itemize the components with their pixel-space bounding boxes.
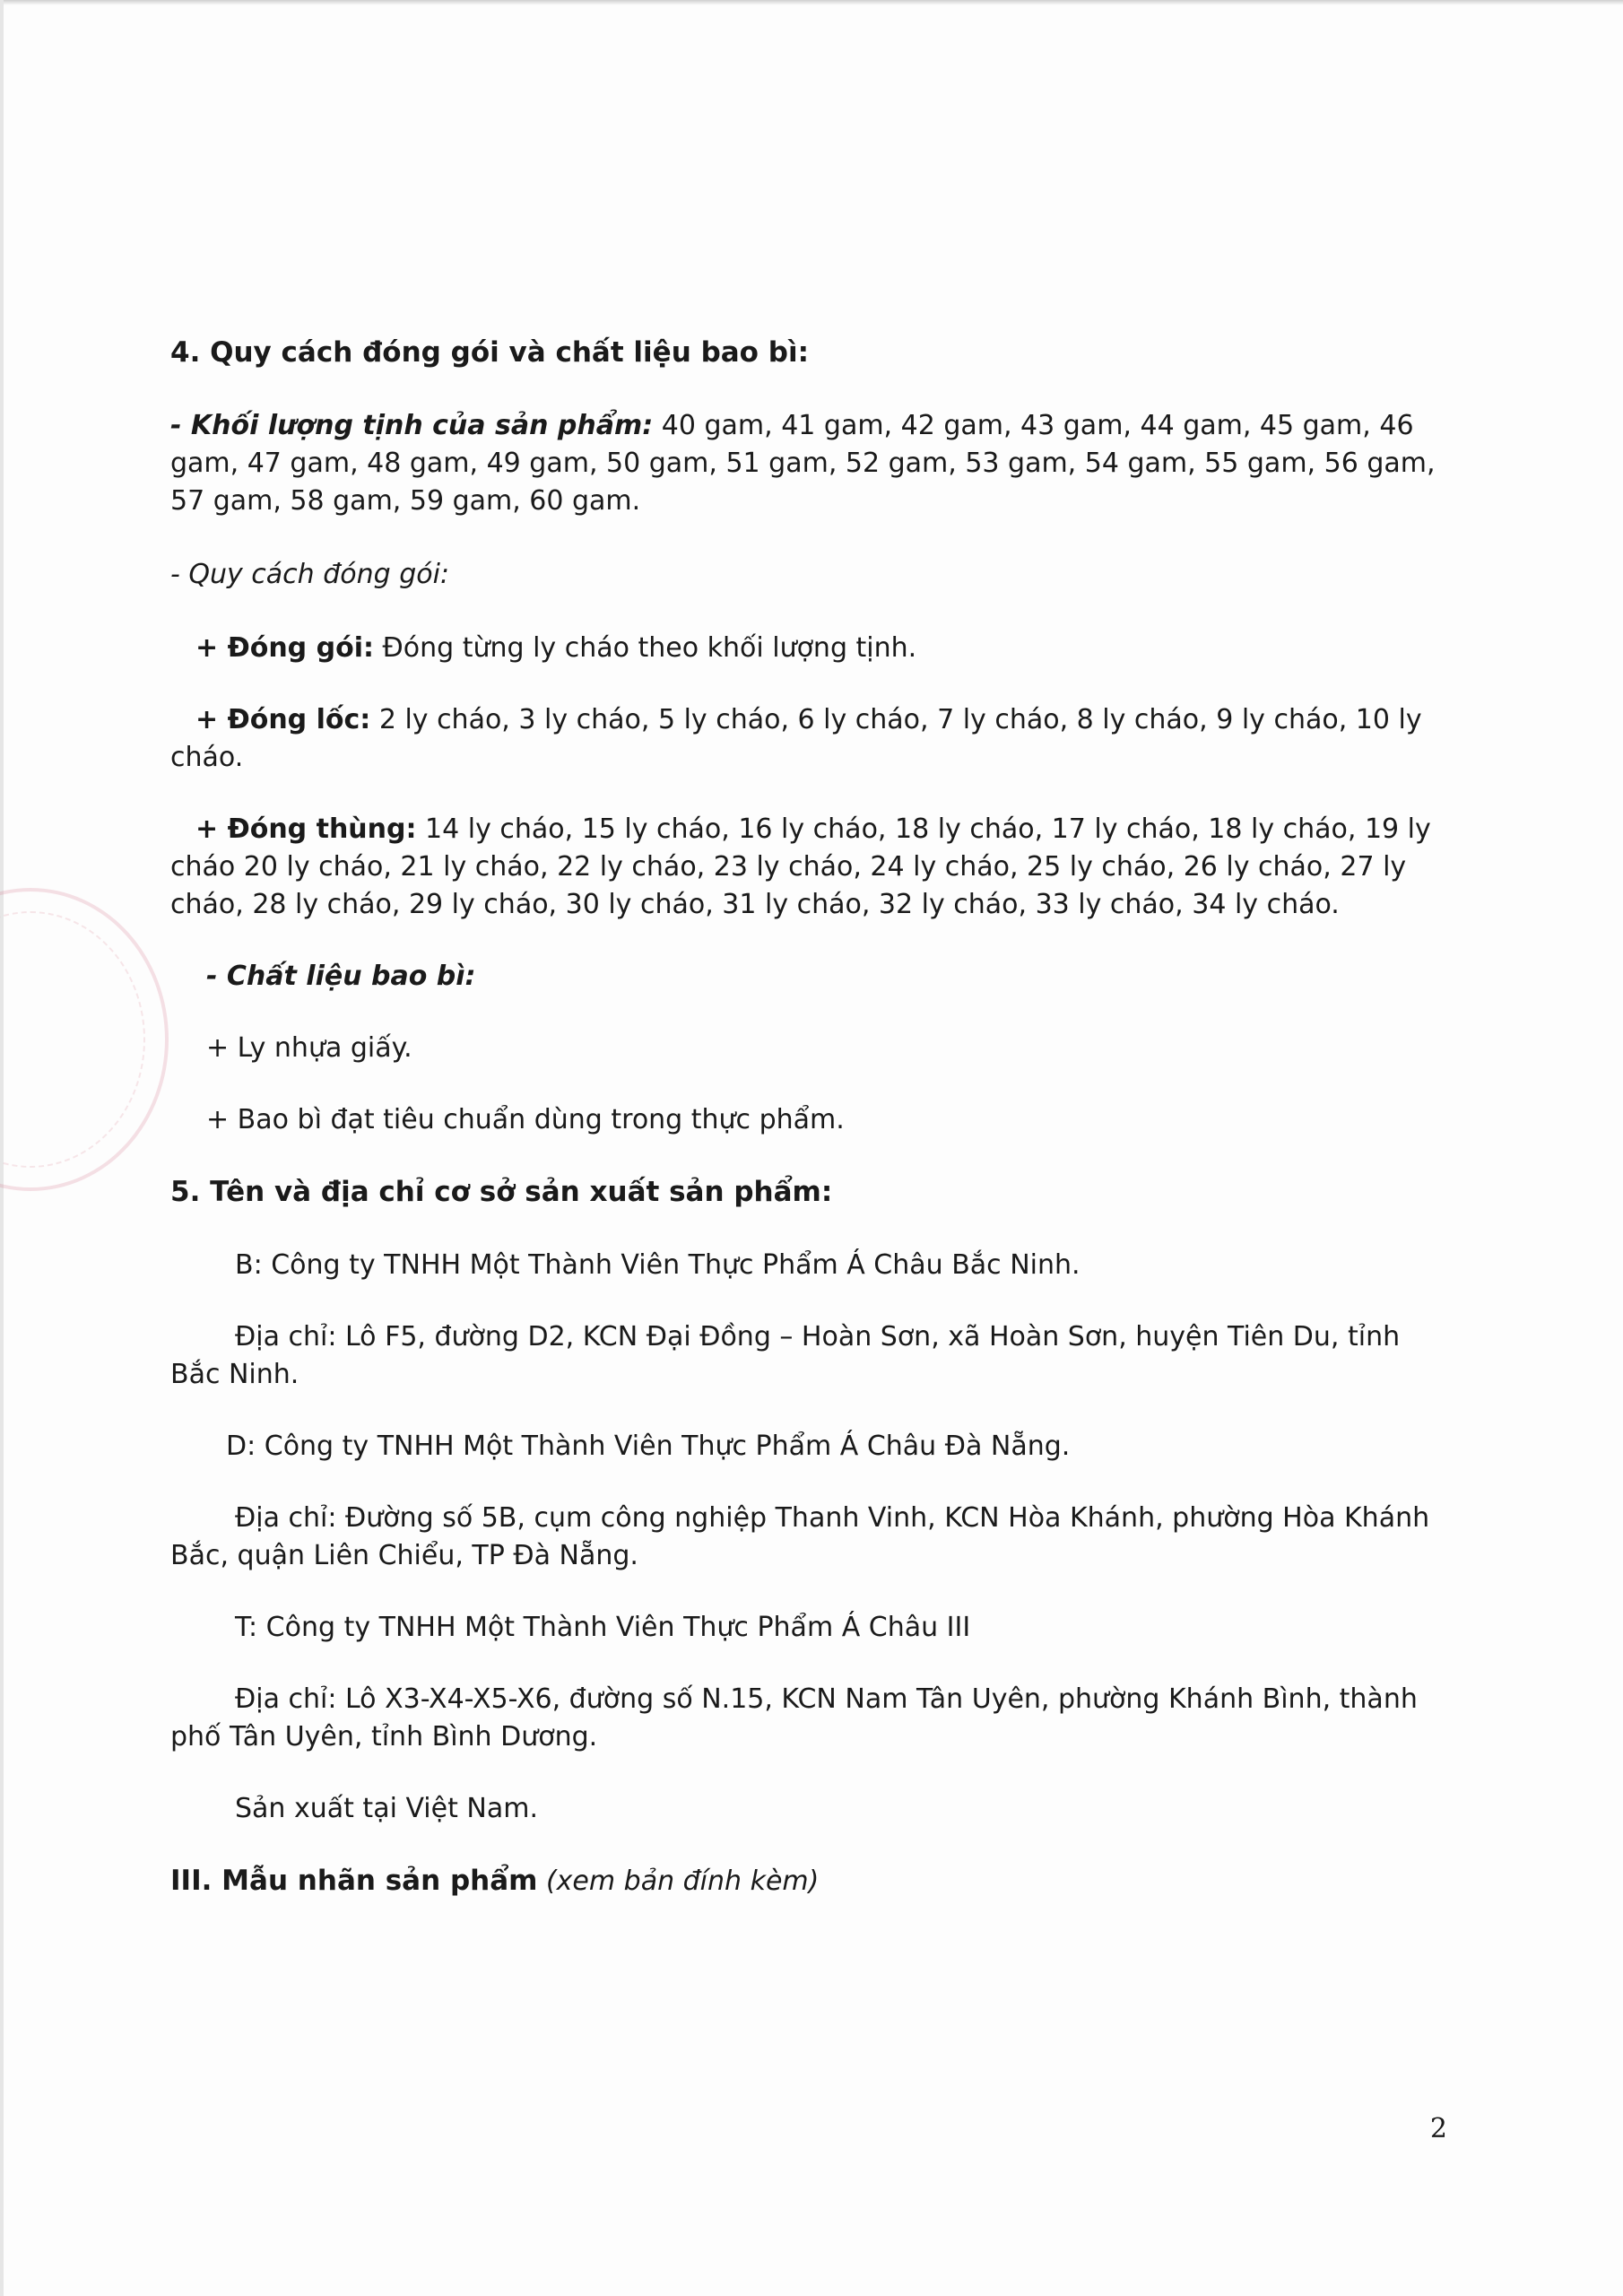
- facility-address: Địa chỉ: Lô F5, đường D2, KCN Đại Đồng – Hoàn Sơn, xã Hoàn Sơn, huyện Tiên Du, tỉnh Bắc Ninh.: [170, 1321, 1401, 1390]
- section-4-heading: 4. Quy cách đóng gói và chất liệu bao bì:: [170, 336, 809, 369]
- lock-label: + Đóng lốc:: [195, 704, 371, 735]
- box-paragraph: [170, 811, 1453, 924]
- packing-label: - Quy cách đóng gói:: [170, 559, 450, 590]
- pack-paragraph: [170, 630, 1453, 667]
- material-item: + Ly nhựa giấy.: [206, 1032, 412, 1064]
- stamp-inner-ring: [0, 911, 145, 1168]
- material-item: + Bao bì đạt tiêu chuẩn dùng trong thực phẩm.: [206, 1104, 845, 1135]
- box-label: + Đóng thùng:: [195, 813, 417, 845]
- document-body: [170, 334, 1453, 1900]
- net-weight-values: 40 gam, 41 gam, 42 gam, 43 gam, 44 gam, 45 gam, 46 gam, 47 gam, 48 gam, 49 gam, 50 gam, 51 gam, 52 gam, 53 gam, 54 gam, 55 gam, 56 gam, 57 gam, 58 gam, 59 gam, 60 gam.: [170, 410, 1436, 517]
- lock-paragraph: [170, 701, 1453, 777]
- pack-value: Đóng từng ly cháo theo khối lượng tịnh.: [373, 632, 917, 664]
- section-3-note: (xem bản đính kèm): [537, 1866, 820, 1897]
- page-number: 2: [1429, 2113, 1447, 2144]
- section-3-paragraph: [170, 1862, 1453, 1900]
- box-value: 14 ly cháo, 15 ly cháo, 16 ly cháo, 18 ly cháo, 17 ly cháo, 18 ly cháo, 19 ly cháo 20 ly cháo, 21 ly cháo, 22 ly cháo, 23 ly cháo, 24 ly cháo, 25 ly cháo, 26 ly cháo, 27 ly cháo, 28 ly cháo, 29 ly cháo, 30 ly cháo, 31 ly cháo, 32 ly cháo, 33 ly cháo, 34 ly cháo.: [170, 813, 1431, 920]
- scan-top-edge: [0, 0, 1623, 5]
- section-3-heading: III. Mẫu nhãn sản phẩm: [170, 1865, 538, 1897]
- facility-name: D: Công ty TNHH Một Thành Viên Thực Phẩm Á Châu Đà Nẵng.: [226, 1431, 1071, 1462]
- origin-statement: Sản xuất tại Việt Nam.: [235, 1793, 538, 1824]
- section-5-heading: 5. Tên và địa chỉ cơ sở sản xuất sản phẩm:: [170, 1176, 833, 1208]
- net-weight-paragraph: [170, 407, 1453, 520]
- faded-red-stamp: [0, 888, 169, 1191]
- material-label: - Chất liệu bao bì:: [206, 961, 476, 992]
- lock-value: 2 ly cháo, 3 ly cháo, 5 ly cháo, 6 ly cháo, 7 ly cháo, 8 ly cháo, 9 ly cháo, 10 ly cháo.: [170, 704, 1422, 773]
- net-weight-label: - Khối lượng tịnh của sản phẩm:: [170, 410, 654, 441]
- facility-name: T: Công ty TNHH Một Thành Viên Thực Phẩm Á Châu III: [235, 1612, 971, 1643]
- facility-address: Địa chỉ: Đường số 5B, cụm công nghiệp Thanh Vinh, KCN Hòa Khánh, phường Hòa Khánh Bắc, quận Liên Chiểu, TP Đà Nẵng.: [170, 1502, 1430, 1571]
- pack-label: + Đóng gói:: [195, 632, 374, 664]
- facility-address: Địa chỉ: Lô X3-X4-X5-X6, đường số N.15, KCN Nam Tân Uyên, phường Khánh Bình, thành phố Tân Uyên, tỉnh Bình Dương.: [170, 1683, 1418, 1752]
- facility-name: B: Công ty TNHH Một Thành Viên Thực Phẩm Á Châu Bắc Ninh.: [235, 1249, 1081, 1281]
